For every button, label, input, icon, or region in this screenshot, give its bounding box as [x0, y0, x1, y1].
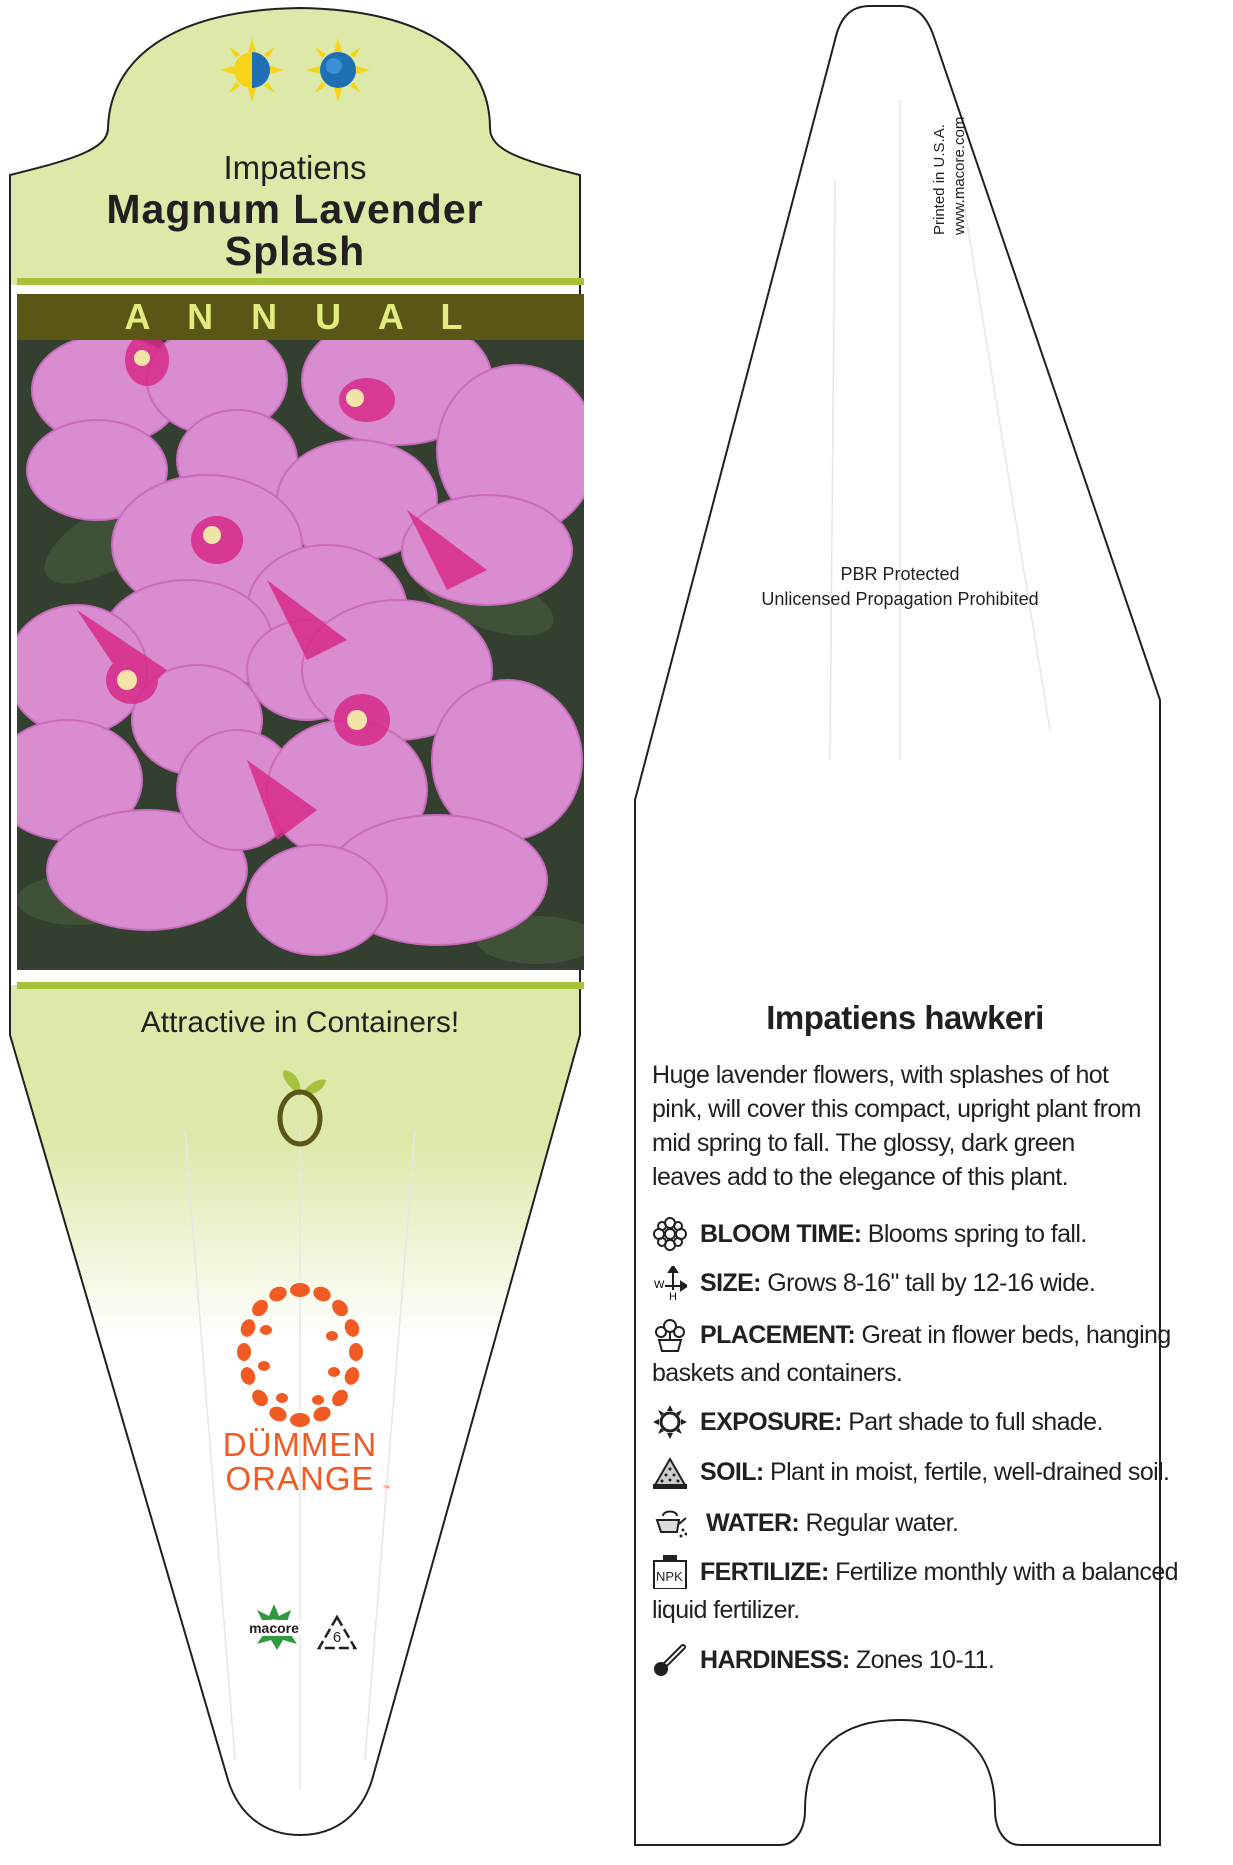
- size-h-label: H: [669, 1291, 677, 1300]
- care-exposure: [700, 1405, 1103, 1439]
- plant-photo: [17, 340, 584, 970]
- plant-genus: Impatiens: [223, 149, 367, 186]
- variety-name-line2: Splash: [224, 228, 366, 274]
- thermometer-icon: [653, 1643, 687, 1677]
- care-size: [700, 1266, 1095, 1300]
- care-placement-label: PLACEMENT:: [700, 1321, 856, 1349]
- care-water: [706, 1506, 958, 1540]
- website-text: www.macore.com: [951, 116, 968, 235]
- brand-name-line1: DÜMMEN: [222, 1426, 378, 1463]
- care-bloom-label: BLOOM TIME:: [700, 1220, 862, 1248]
- care-fertilize-text: Fertilize monthly with a balanced: [828, 1558, 1178, 1586]
- care-hardiness: [700, 1643, 994, 1677]
- brand-ring-logo-icon: [232, 1280, 368, 1430]
- shade-icon: [306, 38, 370, 102]
- flower-icon: [653, 1217, 687, 1251]
- care-soil-text: Plant in moist, fertile, well-drained soil.: [763, 1458, 1170, 1486]
- care-water-label: WATER:: [706, 1509, 800, 1537]
- care-fertilize-label: FERTILIZE:: [700, 1558, 829, 1586]
- printed-in-label: [930, 5, 952, 235]
- part-sun-icon: [220, 38, 284, 102]
- category-label: A N N U A L: [124, 296, 477, 337]
- soil-icon: [653, 1455, 687, 1489]
- plant-description: Huge lavender flowers, with splashes of hot pink, will cover this compact, upright plant from mid spring to fall. The glossy, dark green leaves add to the elegance of this plant.: [652, 1061, 1141, 1191]
- care-water-text: Regular water.: [799, 1509, 959, 1537]
- printed-in-text: Printed in U.S.A.: [931, 124, 948, 235]
- care-placement-cont: baskets and containers.: [652, 1359, 903, 1387]
- front-tag: [0, 0, 600, 1865]
- care-bloom-time: [700, 1217, 1087, 1251]
- unlicensed-propagation: Unlicensed Propagation Prohibited: [761, 589, 1039, 609]
- size-arrows-icon: [653, 1266, 687, 1300]
- lime-rule-top: [17, 278, 584, 285]
- macore-logo-text: macore: [240, 1620, 308, 1636]
- care-size-label: SIZE:: [700, 1269, 761, 1297]
- sprout-logo-icon: [270, 1068, 330, 1148]
- care-exposure-text: Part shade to full shade.: [841, 1408, 1103, 1436]
- watering-can-icon: [653, 1506, 687, 1540]
- lime-rule-bottom: [17, 982, 584, 989]
- npk-label: NPK: [656, 1569, 683, 1584]
- care-placement: [700, 1318, 1171, 1352]
- brand-trademark: ™: [382, 1484, 390, 1493]
- botanical-name: Impatiens hawkeri: [766, 999, 1044, 1036]
- brand-name-line2: ORANGE: [225, 1460, 375, 1497]
- care-fertilize-cont: liquid fertilizer.: [652, 1596, 800, 1624]
- variety-name-line1: Magnum Lavender: [106, 186, 484, 232]
- care-soil: [700, 1455, 1169, 1489]
- care-hardiness-label: HARDINESS:: [700, 1646, 850, 1674]
- care-soil-label: SOIL:: [700, 1458, 764, 1486]
- care-bloom-text: Blooms spring to fall.: [861, 1220, 1087, 1248]
- size-w-label: W: [654, 1279, 665, 1291]
- care-fertilize: [700, 1555, 1178, 1589]
- care-exposure-label: EXPOSURE:: [700, 1408, 842, 1436]
- care-size-text: Grows 8-16" tall by 12-16 wide.: [760, 1269, 1096, 1297]
- tagline: Attractive in Containers!: [140, 1006, 460, 1039]
- npk-icon: [653, 1555, 687, 1589]
- exposure-sun-icon: [653, 1405, 687, 1439]
- category-band: [17, 294, 584, 340]
- website-label: [950, 5, 972, 235]
- recycle-code: 6: [332, 1629, 342, 1646]
- pbr-protected: PBR Protected: [840, 564, 960, 584]
- care-hardiness-text: Zones 10-11.: [849, 1646, 995, 1674]
- plant-placement-icon: [653, 1318, 687, 1352]
- care-placement-text: Great in flower beds, hanging: [855, 1321, 1171, 1349]
